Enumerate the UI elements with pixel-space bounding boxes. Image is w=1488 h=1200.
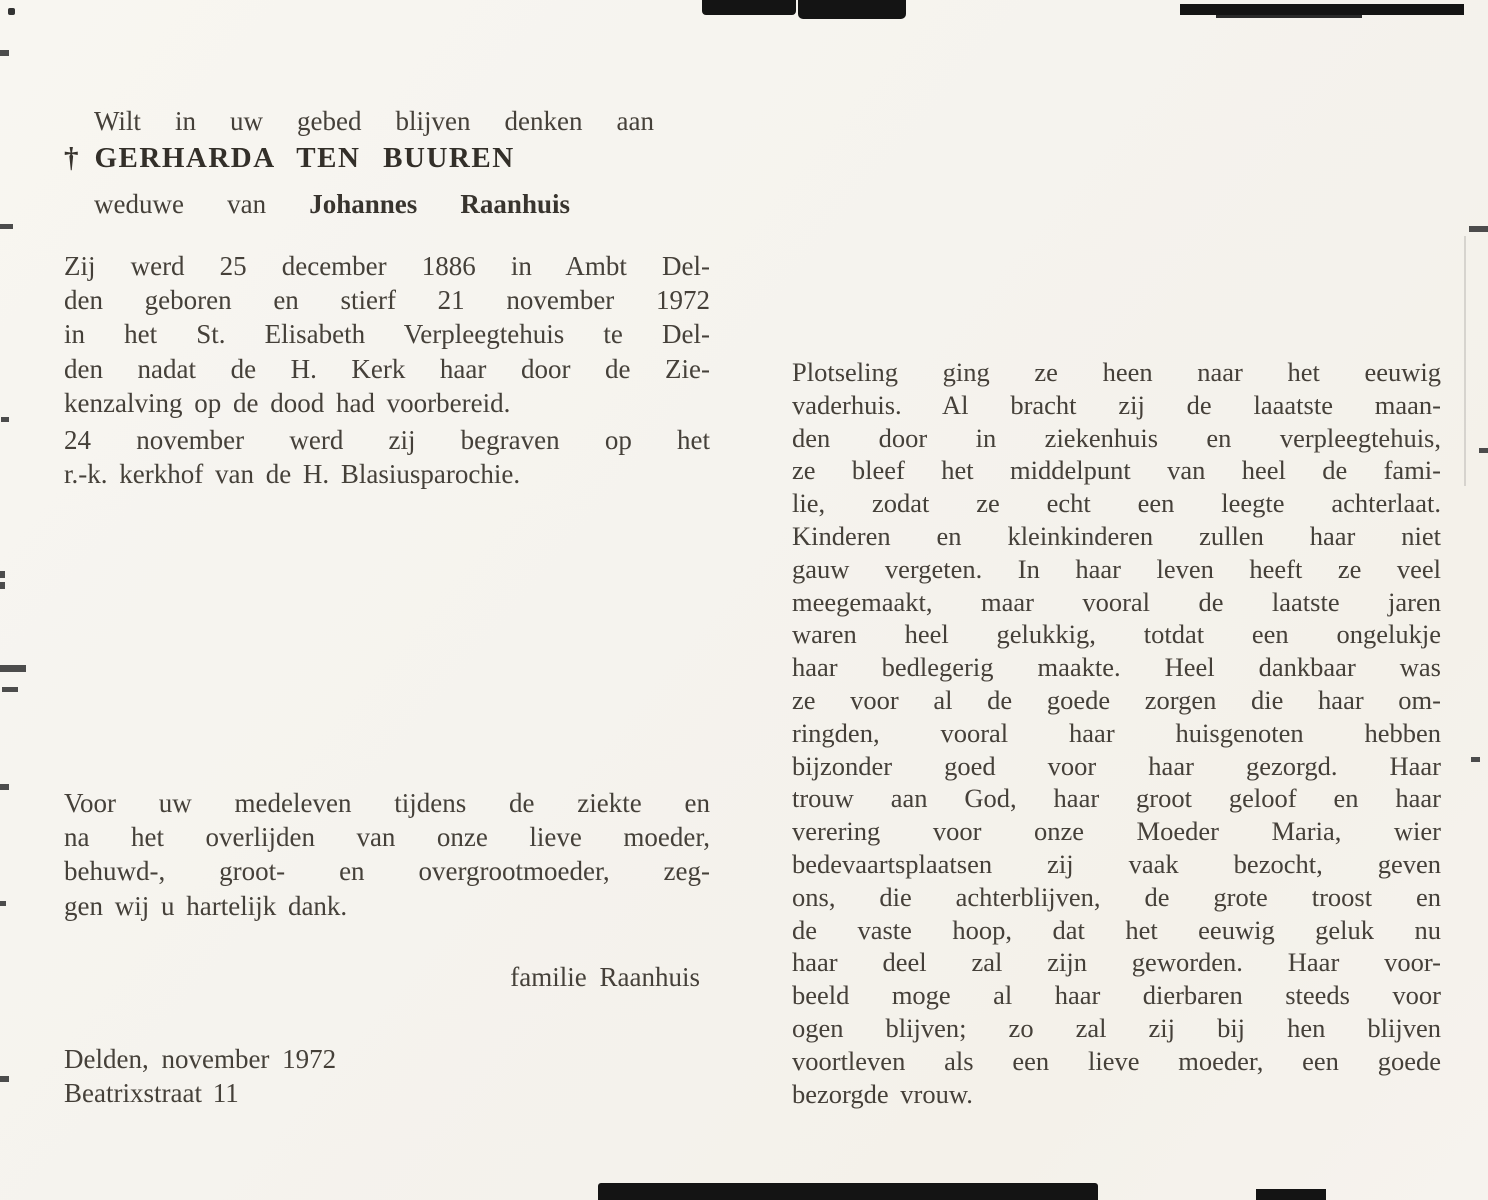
scan-artifact bbox=[598, 1183, 1098, 1200]
text-line: bijzonder goed voor haar gezorgd. Haar bbox=[792, 750, 1441, 781]
text-line: Zij werd 25 december 1886 in Ambt Del- bbox=[64, 251, 710, 281]
text-line: den geboren en stierf 21 november 1972 bbox=[64, 285, 710, 316]
scan-artifact bbox=[1471, 757, 1480, 762]
scan-artifact bbox=[0, 50, 9, 56]
text-line: Voor uw medeleven tijdens de ziekte en bbox=[64, 788, 710, 818]
scan-artifact bbox=[8, 8, 15, 15]
scan-artifact bbox=[2, 687, 18, 692]
deceased-name: GERHARDA TEN BUUREN bbox=[94, 142, 515, 174]
text-line: de vaste hoop, dat het eeuwig geluk nu bbox=[792, 914, 1441, 945]
text-line: den nadat de H. Kerk haar door de Zie- bbox=[64, 353, 710, 384]
address: Beatrixstraat 11 bbox=[64, 1078, 239, 1108]
text-line: kenzalving op de dood had voorbereid. bbox=[64, 387, 511, 418]
text-line: Plotseling ging ze heen naar het eeuwig bbox=[792, 357, 1441, 387]
scan-artifact bbox=[1256, 1189, 1326, 1200]
text-line: ons, die achterblijven, de grote troost en bbox=[792, 881, 1441, 912]
text-line: haar deel zal zijn geworden. Haar voor- bbox=[792, 947, 1441, 978]
subtitle-prefix: weduwe van bbox=[94, 189, 310, 219]
scan-artifact bbox=[0, 1076, 9, 1082]
scan-artifact bbox=[0, 784, 9, 790]
scan-artifact bbox=[1, 417, 9, 422]
text-line: haar bedlegerig maakte. Heel dankbaar was bbox=[792, 652, 1441, 683]
widow-subtitle bbox=[94, 188, 570, 220]
place-date: Delden, november 1972 bbox=[64, 1044, 337, 1074]
text-line: 24 november werd zij begraven op het bbox=[64, 425, 710, 455]
text-line: na het overlijden van onze lieve moeder, bbox=[64, 822, 710, 853]
text-line: ze voor al de goede zorgen die haar om- bbox=[792, 684, 1441, 715]
scan-artifact bbox=[0, 901, 6, 906]
scan-artifact bbox=[702, 0, 796, 15]
burial-paragraph bbox=[64, 423, 710, 491]
text-line: waren heel gelukkig, totdat een ongelukje bbox=[792, 619, 1441, 650]
text-line: ogen blijven; zo zal zij bij hen blijven bbox=[792, 1012, 1441, 1043]
text-line: bezorgde vrouw. bbox=[792, 1078, 973, 1109]
text-line: bedevaartsplaatsen zij vaak bezocht, geven bbox=[792, 848, 1441, 879]
birth-death-paragraph bbox=[64, 249, 710, 420]
text-line: den door in ziekenhuis en verpleegtehuis, bbox=[792, 422, 1441, 453]
text-line: gauw vergeten. In haar leven heeft ze veel bbox=[792, 553, 1441, 584]
scan-artifact bbox=[1216, 15, 1362, 18]
text-line: ringden, vooral haar huisgenoten hebben bbox=[792, 717, 1441, 748]
text-line: gen wij u hartelijk dank. bbox=[64, 890, 348, 921]
family-signature: familie Raanhuis bbox=[510, 962, 700, 992]
scan-artifact bbox=[0, 224, 13, 229]
text-line: verering voor onze Moeder Maria, wier bbox=[792, 816, 1441, 847]
text-line: beeld moge al haar dierbaren steeds voor bbox=[792, 980, 1441, 1011]
cross-icon: † bbox=[64, 142, 79, 174]
deceased-name-row bbox=[64, 142, 515, 175]
text-line: ze bleef het middelpunt van heel de fami- bbox=[792, 455, 1441, 486]
scan-artifact bbox=[0, 582, 5, 589]
text-line: Kinderen en kleinkinderen zullen haar niet bbox=[792, 520, 1441, 551]
text-line: in het St. Elisabeth Verpleegtehuis te Del- bbox=[64, 319, 710, 350]
text-line: lie, zodat ze echt een leegte achterlaat. bbox=[792, 488, 1441, 519]
memorial-text bbox=[792, 356, 1441, 1110]
text-line: vaderhuis. Al bracht zij de laaatste maan- bbox=[792, 389, 1441, 420]
text-line: trouw aan God, haar groot geloof en haar bbox=[792, 783, 1441, 814]
scan-artifact bbox=[0, 665, 26, 672]
intro-line: Wilt in uw gebed blijven denken aan bbox=[94, 106, 654, 136]
scan-artifact bbox=[798, 0, 906, 19]
text-line: r.-k. kerkhof van de H. Blasiusparochie. bbox=[64, 459, 521, 490]
text-line: behuwd-, groot- en overgrootmoeder, zeg- bbox=[64, 856, 710, 887]
text-line: meegemaakt, maar vooral de laatste jaren bbox=[792, 586, 1441, 617]
scan-artifact bbox=[1180, 4, 1464, 15]
scan-artifact bbox=[1479, 448, 1488, 453]
scan-artifact bbox=[1469, 226, 1488, 232]
scan-artifact bbox=[0, 571, 5, 578]
text-line: voortleven als een lieve moeder, een goede bbox=[792, 1045, 1441, 1076]
scan-artifact bbox=[1464, 236, 1466, 486]
husband-name: Johannes Raanhuis bbox=[309, 189, 570, 219]
thanks-paragraph bbox=[64, 786, 710, 923]
